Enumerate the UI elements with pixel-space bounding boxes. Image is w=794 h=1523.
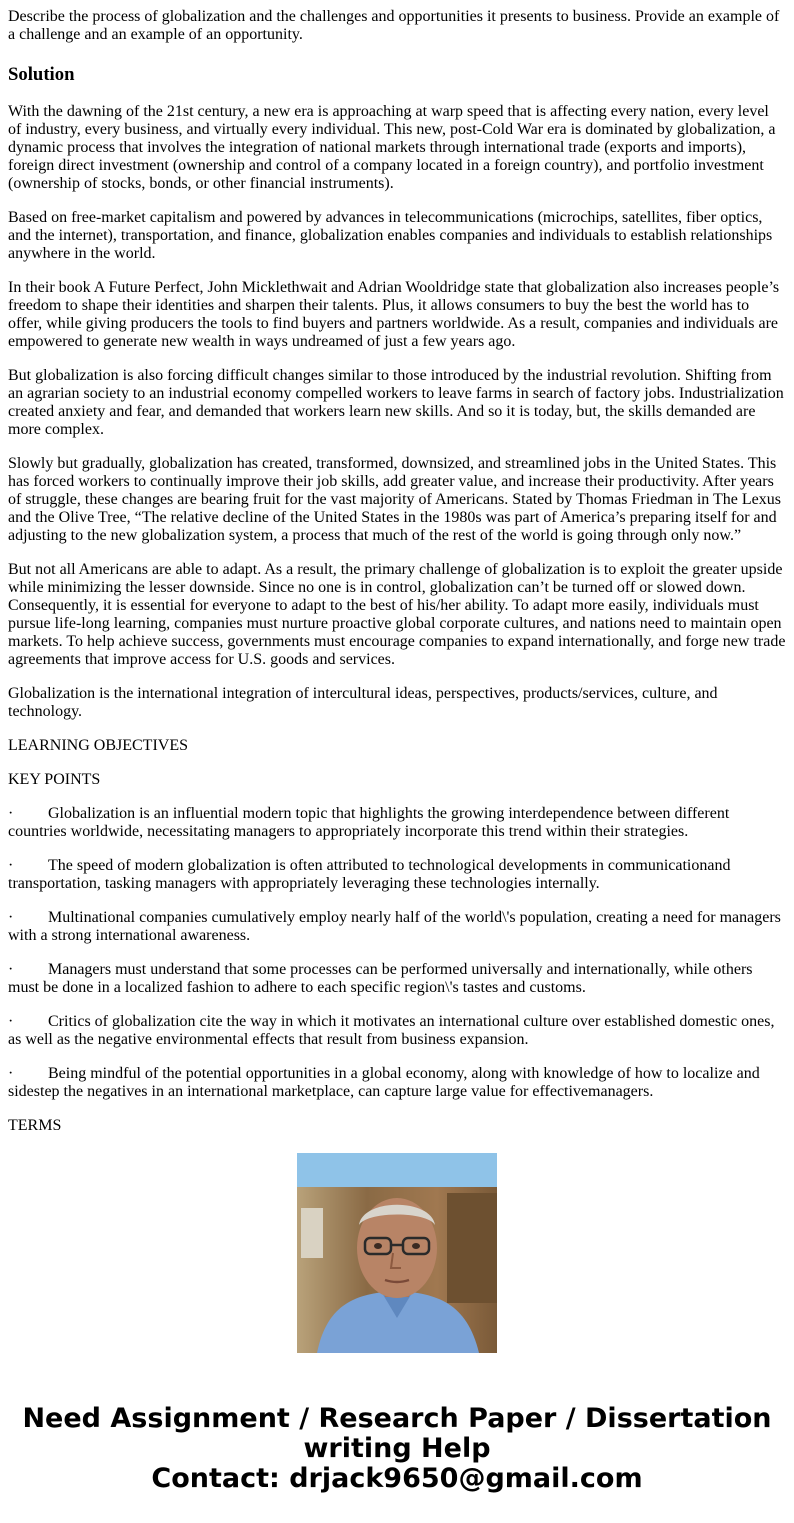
learning-objectives-label: LEARNING OBJECTIVES: [8, 737, 188, 754]
bullet-text: Critics of globalization cite the way in which it motivates an international culture over established domestic ones, as well as the negative environmental effects that result from business expansion.: [8, 1013, 775, 1048]
bullet-item: [8, 1065, 786, 1101]
bullet-mark: ·: [8, 1013, 14, 1030]
bullet-item: [8, 909, 786, 945]
bullet-mark: ·: [8, 909, 14, 926]
banner-line-2: writing Help: [303, 1433, 491, 1464]
paragraph: Globalization is the international integration of intercultural ideas, perspectives, products/services, culture, and technology.: [8, 685, 718, 720]
contact-banner: [0, 1404, 794, 1494]
bullet-text: Globalization is an influential modern topic that highlights the growing interdependence between different countries worldwide, necessitating managers to appropriately incorporate this trend within their strategies.: [8, 805, 730, 840]
terms-label: TERMS: [8, 1117, 62, 1134]
paragraph: Based on free-market capitalism and powered by advances in telecommunications (microchips, satellites, fiber optics, and the internet), transportation, and finance, globalization enables companies and individuals to establish relationships anywhere in the world.: [8, 209, 773, 262]
paragraph: Slowly but gradually, globalization has created, transformed, downsized, and streamlined jobs in the United States. This has forced workers to continually improve their job skills, add greater value, and increase their productivity. After years of struggle, these changes are bearing fruit for the vast majority of Americans. Stated by Thomas Friedman in The Lexus and the Olive Tree, “The relative decline of the United States in the 1980s was part of America’s preparing itself for and adjusting to the new globalization system, a process that much of the rest of the world is going through only now.”: [8, 455, 781, 544]
bullet-mark: ·: [8, 1065, 14, 1082]
paragraph: But not all Americans are able to adapt. As a result, the primary challenge of globalization is to exploit the greater upside while minimizing the lesser downside. Since no one is in control, globalization can’t be turned off or slowed down. Consequently, it is essential for everyone to adapt to the best of his/her ability. To adapt more easily, individuals must pursue life-long learning, companies must nurture proactive global corporate cultures, and nations need to maintain open markets. To help achieve success, governments must encourage companies to expand internationally, and forge new trade agreements that improve access for U.S. goods and services.: [8, 561, 786, 668]
bullet-item: [8, 857, 786, 893]
bullet-text: The speed of modern globalization is often attributed to technological developments in communicationand transportation, tasking managers with appropriately leveraging these technologies internally.: [8, 857, 731, 892]
bullet-text: Managers must understand that some processes can be performed universally and internationally, while others must be done in a localized fashion to adhere to each specific region\'s tastes and customs.: [8, 961, 753, 996]
bullet-item: [8, 805, 786, 841]
bullet-item: [8, 1013, 786, 1049]
solution-heading: Solution: [8, 64, 75, 85]
author-portrait-image: [297, 1153, 497, 1353]
bullet-text: Being mindful of the potential opportunities in a global economy, along with knowledge of how to localize and sidestep the negatives in an international marketplace, can capture large value for effectivemanagers.: [8, 1065, 760, 1100]
banner-contact: Contact: drjack9650@gmail.com: [151, 1463, 643, 1494]
bullet-mark: ·: [8, 857, 14, 874]
bullet-text: Multinational companies cumulatively employ nearly half of the world\'s population, creating a need for managers with a strong international awareness.: [8, 909, 781, 944]
bullet-mark: ·: [8, 805, 14, 822]
paragraph: In their book A Future Perfect, John Micklethwait and Adrian Wooldridge state that globalization also increases people’s freedom to shape their identities and sharpen their talents. Plus, it allows consumers to buy the best the world has to offer, while giving producers the tools to find buyers and partners worldwide. As a result, companies and individuals are empowered to generate new wealth in ways undreamed of just a few years ago.: [8, 279, 780, 350]
paragraph: But globalization is also forcing difficult changes similar to those introduced by the industrial revolution. Shifting from an agrarian society to an industrial economy compelled workers to leave farms in search of factory jobs. Industrialization created anxiety and fear, and demanded that workers learn new skills. And so it is today, but, the skills demanded are more complex.: [8, 367, 784, 438]
paragraph: With the dawning of the 21st century, a new era is approaching at warp speed that is affecting every nation, every level of industry, every business, and virtually every individual. This new, post-Cold War era is dominated by globalization, a dynamic process that involves the integration of national markets through international trade (exports and imports), foreign direct investment (ownership and control of a company located in a foreign country), and portfolio investment (ownership of stocks, bonds, or other financial instruments).: [8, 103, 776, 192]
document-content: [8, 8, 786, 1134]
banner-line-1: Need Assignment / Research Paper / Dissertation: [22, 1403, 772, 1434]
bullet-item: [8, 961, 786, 997]
question-text: Describe the process of globalization and the challenges and opportunities it presents to business. Provide an example of a challenge and an example of an opportunity.: [8, 8, 780, 43]
author-avatar: [297, 1153, 497, 1353]
bullet-mark: ·: [8, 961, 14, 978]
key-points-label: KEY POINTS: [8, 771, 101, 788]
